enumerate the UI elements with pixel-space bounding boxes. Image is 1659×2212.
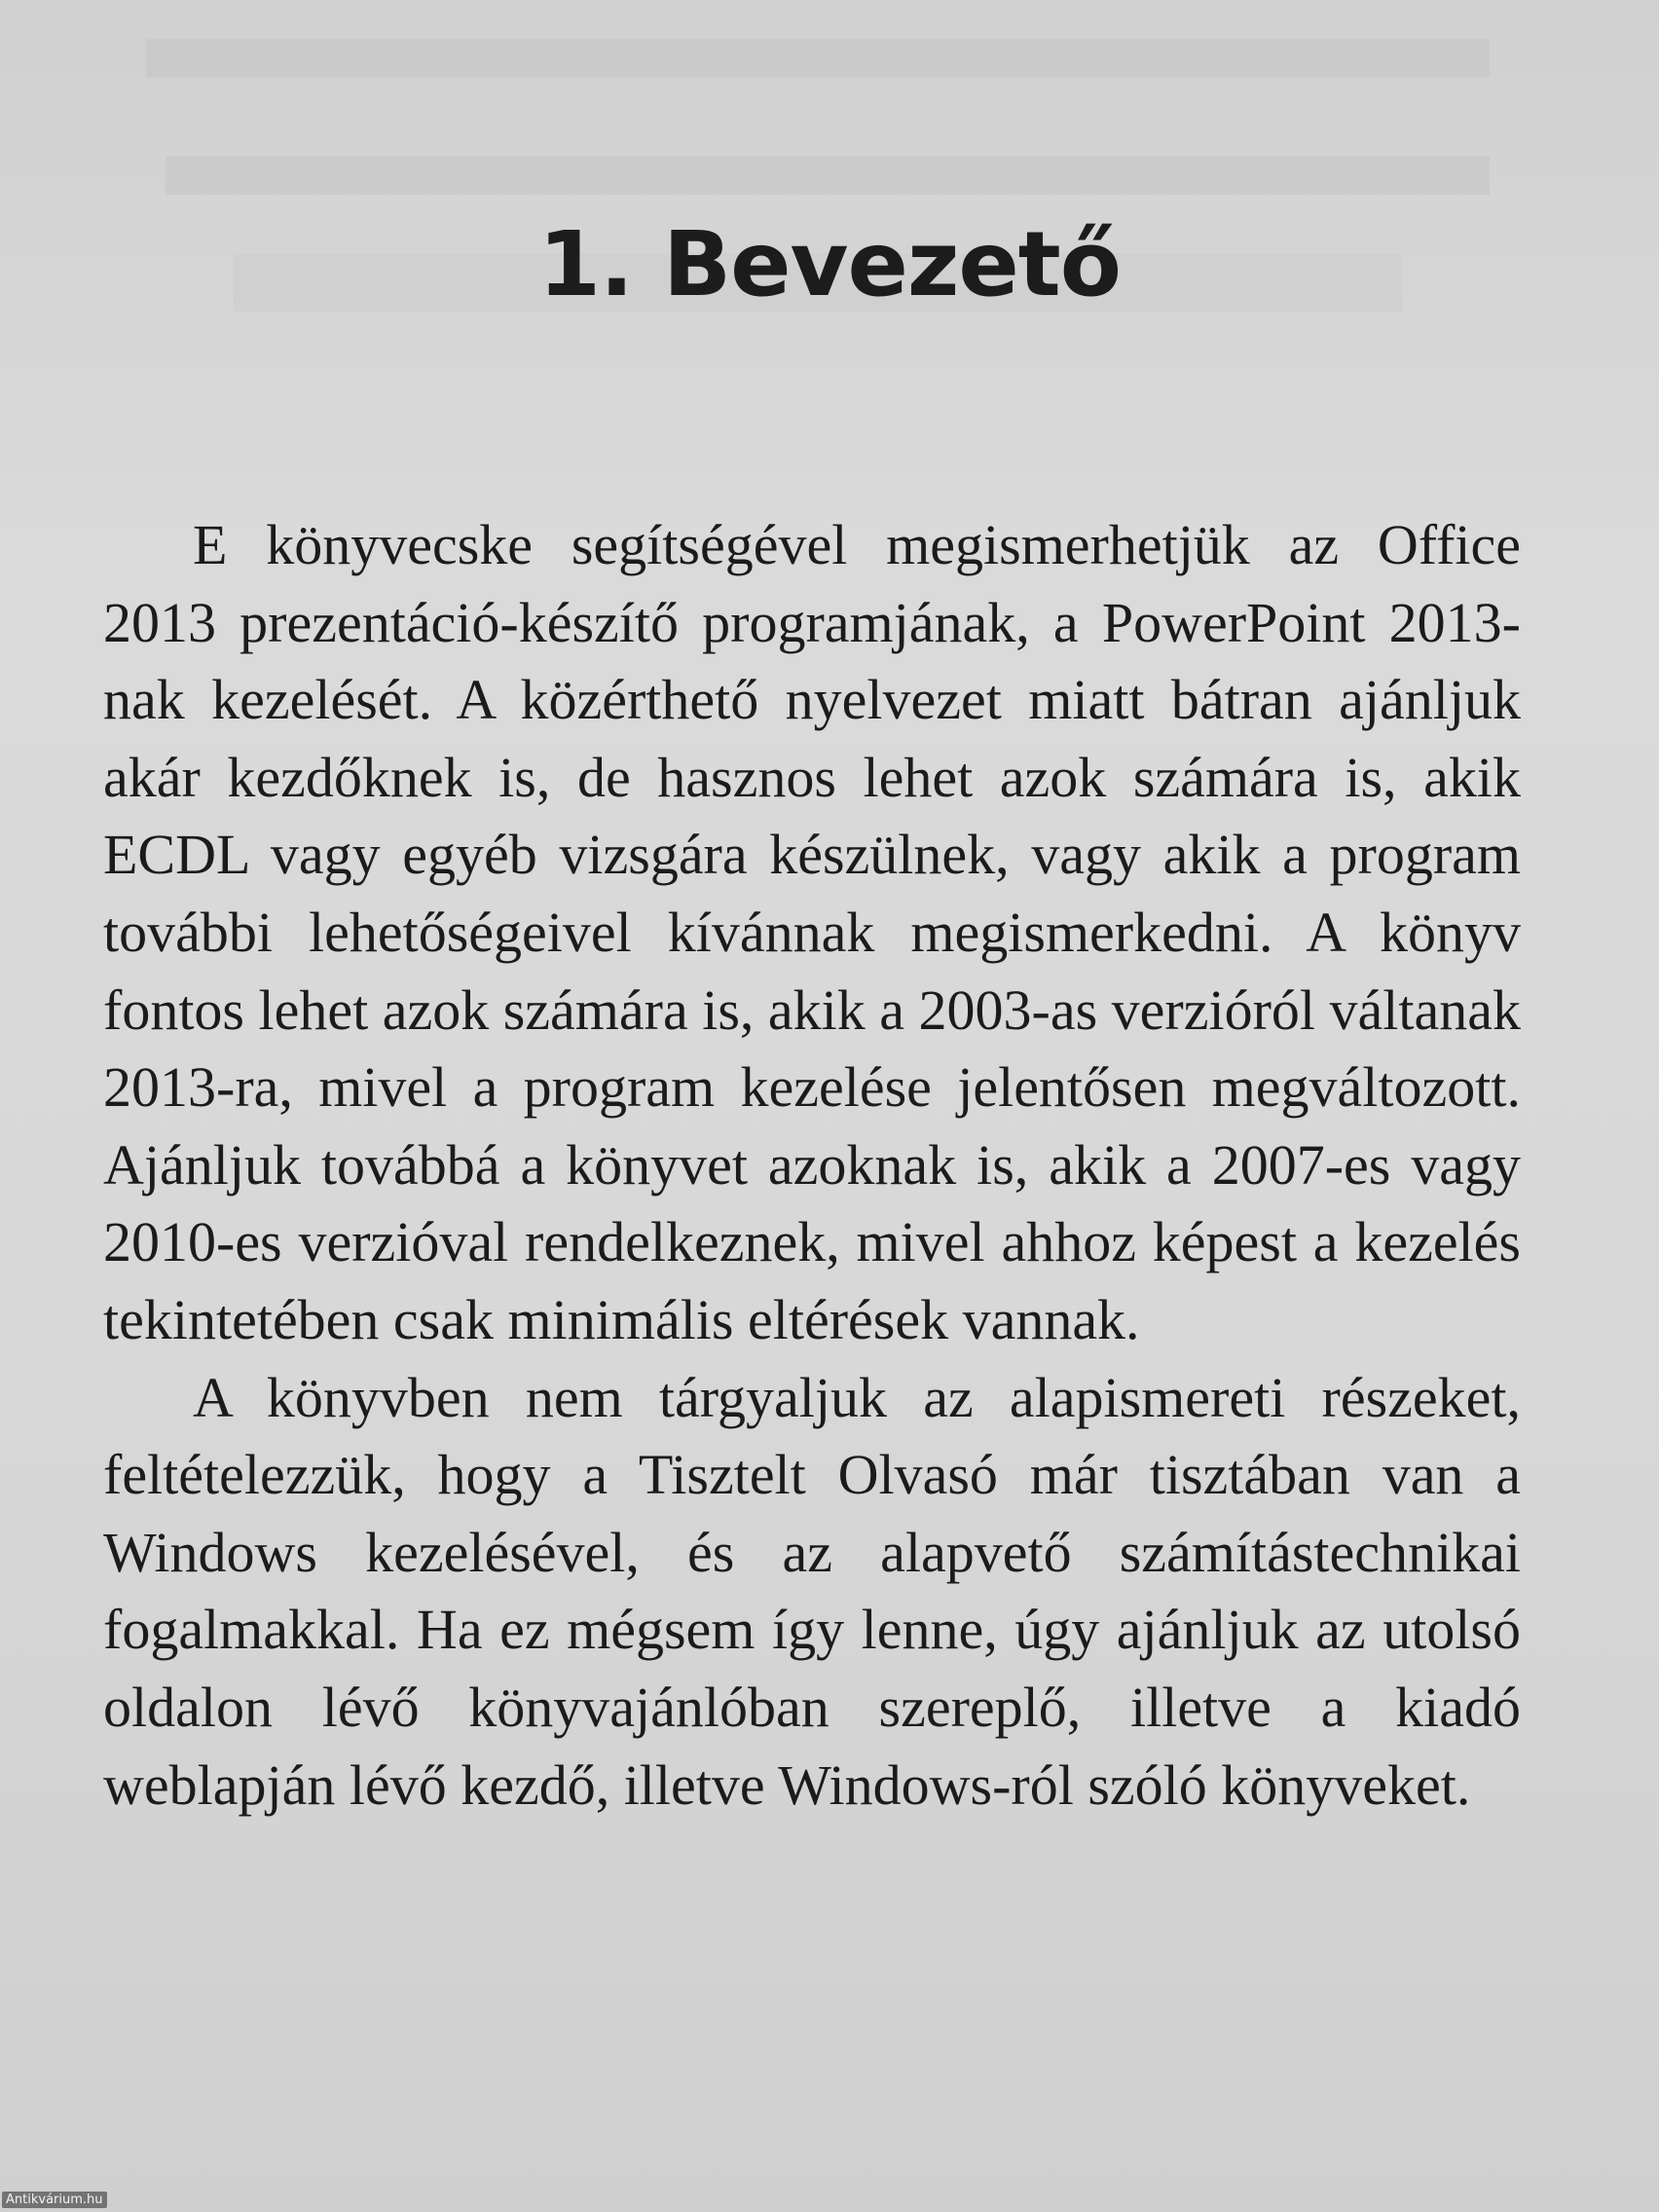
paragraph-1: E könyvecske segítségével megismerhetjük az Office 2013 prezentáció-készítő programjának, a PowerPoint 2013-nak kezelését. A közérthető nyelvezet miatt bátran ajánljuk akár kezdőknek is, de hasznos lehet azok számára is, akik ECDL vagy egyéb vizsgára készülnek, vagy akik a program további lehetőségeivel kívánnak megismerkedni. A könyv fontos lehet azok számára is, akik a 2003-as verzióról váltanak 2013-ra, mivel a program kezelése jelentősen megváltozott. Ajánljuk továbbá a könyvet azoknak is, akik a 2007-es vagy 2010-es verzióval rendelkeznek, mivel ahhoz képest a kezelés tekintetében csak minimális eltérések vannak. bbox=[103, 513, 1521, 1351]
show-through-shadow bbox=[166, 156, 1490, 195]
watermark-label: Antikvárium.hu bbox=[2, 2192, 107, 2208]
chapter-title: 1. Bevezető bbox=[537, 212, 1121, 316]
body-text bbox=[103, 506, 1521, 1824]
paragraph-2: A könyvben nem tárgyaljuk az alapismereti részeket, feltételezzük, hogy a Tisztelt Olvasó már tisztában van a Windows kezelésével, és az alapvető számítástechnikai fogalmakkal. Ha ez mégsem így lenne, úgy ajánljuk az utolsó oldalon lévő könyvajánlóban szereplő, illetve a kiadó weblapján lévő kezdő, illetve Windows-ról szóló könyveket. bbox=[103, 1365, 1521, 1817]
show-through-shadow bbox=[146, 39, 1490, 78]
